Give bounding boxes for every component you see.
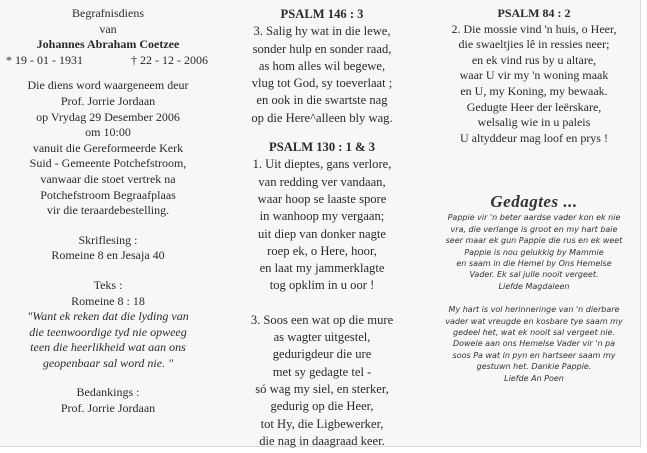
service-line: om 10:00 — [85, 125, 131, 140]
verse-line: op die Here^alleen bly wag. — [251, 110, 393, 125]
verse-line: welsalig wie in u paleis — [477, 115, 591, 130]
verse-line: sonder hulp en sonder raad, — [252, 41, 392, 56]
psalms-column — [224, 6, 420, 450]
psalm-130-verse-3 — [224, 312, 420, 450]
deceased-name: Johannes Abraham Coetzee — [36, 37, 180, 52]
service-line: Suid - Gemeente Potchefstroom, — [29, 156, 187, 171]
verse-line: 3. Salig hy wat in die lewe, — [253, 24, 391, 39]
text-label: Teks : — [93, 277, 123, 292]
verse-line: waar hoop se laaste spore — [257, 191, 387, 206]
service-details-column — [2, 6, 214, 417]
service-info — [2, 78, 214, 218]
tribute-line: seer maar ek gun Pappie die rus en ek weet — [445, 236, 623, 246]
tribute-magdaleen — [430, 212, 638, 292]
tribute-line: gedeel het, wat ek nooit sal vergeet nie. — [452, 328, 616, 337]
verse-line: vlug tot God, sy toeverlaat ; — [251, 76, 393, 91]
tribute-line: Vader. Ek sal julle nooit vergeet. — [469, 270, 599, 280]
psalm-130-verse-1 — [224, 156, 420, 294]
tribute-line: Liefde Magdaleen — [498, 281, 570, 291]
verse-line: Gedugte Heer der leërskare, — [466, 99, 602, 114]
psalm-and-thoughts-column — [430, 6, 638, 384]
verse-line: en ek vind rus by u altare, — [471, 52, 597, 67]
psalm-84-verse — [430, 22, 638, 147]
reading-text: Romeine 8 en Jesaja 40 — [51, 248, 165, 263]
verse-line: met sy gedagte tel - — [272, 364, 372, 379]
service-line: op Vrydag 29 Desember 2006 — [36, 109, 180, 124]
tribute-an-poen — [430, 304, 638, 384]
heading: Begrafnisdiens — [72, 6, 144, 20]
tribute-line: Dowele aan ons Hemelse Vader vir 'n pa — [452, 339, 616, 349]
verse-line: só wag my siel, en sterker, — [255, 381, 389, 396]
verse-line: tot Hy, die Ligbewerker, — [260, 416, 384, 431]
service-line: Die diens word waargeneem deur — [27, 78, 189, 93]
verse-line: en laat my jammerklagte — [259, 261, 385, 276]
verse-line: uit diep van donker nagte — [258, 226, 386, 241]
psalm-84-title: PSALM 84 : 2 — [497, 6, 571, 20]
quote-line: geopenbaar sal word nie. " — [42, 355, 174, 370]
tribute-line: en saam in die Hemel by Ons Hemelse — [456, 258, 612, 268]
van-text: van — [99, 21, 117, 36]
verse-line: waar U vir my 'n woning maak — [459, 68, 609, 83]
quote-line: "Want ek reken dat die lyding van — [27, 309, 189, 324]
verse-line: 1. Uit dieptes, gans verlore, — [252, 157, 392, 172]
verse-line: 3. Soos een wat op die mure — [250, 312, 394, 327]
thanks-name: Prof. Jorrie Jordaan — [60, 401, 156, 416]
tribute-line: My hart is vol herinneringe van 'n dierbare — [448, 305, 620, 315]
verse-line: en U, my Koning, my bewaak. — [460, 83, 608, 98]
tribute-line: vra, die verlange is groot en my hart baie — [450, 224, 618, 234]
birth-date: * 19 - 01 - 1931 — [6, 52, 83, 67]
verse-line: en ook in die swartste nag — [256, 93, 388, 108]
service-line: Potchefstroom Begraafplaas — [40, 187, 176, 202]
tribute-line: gestuwn het. Dankie Pappie. — [476, 362, 592, 372]
service-line: vir die teraardebestelling. — [46, 203, 170, 218]
psalm-146-title: PSALM 146 : 3 — [280, 7, 364, 21]
verse-line: in wanhoop my vergaan; — [259, 209, 385, 224]
verse-line: U altyddeur mag loof en prys ! — [460, 130, 608, 145]
verse-line: van redding ver vandaan, — [258, 174, 386, 189]
thanks-label: Bedankings : — [76, 385, 140, 400]
quote-line: die teenwoordige tyd nie opweeg — [29, 324, 187, 339]
verse-line: die swaeltjies lê in ressies neer; — [458, 37, 610, 52]
verse-line: roep ek, o Here, hoor, — [267, 243, 377, 258]
thoughts-heading: Gedagtes ... — [490, 192, 578, 212]
verse-line: gedurigdeur die ure — [272, 347, 372, 362]
service-line: vanwaar die stoet vertrek na — [40, 171, 176, 186]
verse-line: die nag in daagraad keer. — [259, 433, 385, 448]
tribute-line: soos Pa wat in pyn en hartseer saam my — [452, 350, 616, 360]
tribute-line: Pappie vir 'n beter aardse vader kon ek nie — [447, 213, 621, 223]
tribute-line: Pappie is nou gelukkig by Mammie — [464, 247, 604, 257]
service-line: vanuit die Gereformeerde Kerk — [32, 140, 184, 155]
tribute-line: Liefde An Poen — [504, 373, 564, 383]
service-line: Prof. Jorrie Jordaan — [60, 93, 156, 108]
verse-line: tog opklim in u oor ! — [269, 278, 375, 293]
quote-line: teen die heerlikheid wat aan ons — [30, 340, 186, 355]
text-reference: Romeine 8 : 18 — [71, 293, 145, 308]
tribute-line: vader wat vreugde en kosbare tye saam my — [445, 316, 623, 326]
verse-line: as hom alles wil begewe, — [258, 58, 386, 73]
psalm-130-title: PSALM 130 : 1 & 3 — [269, 140, 375, 155]
dates-row — [2, 53, 214, 69]
verse-line: gedurig op die Heer, — [270, 399, 374, 414]
psalm-146-verse — [224, 23, 420, 127]
scripture-quote — [2, 309, 214, 371]
verse-line: 2. Die mossie vind 'n huis, o Heer, — [451, 21, 617, 36]
death-date: † 22 - 12 - 2006 — [131, 52, 208, 67]
verse-line: as wagter uitgestel, — [273, 330, 371, 345]
reading-label: Skriflesing : — [78, 232, 138, 247]
